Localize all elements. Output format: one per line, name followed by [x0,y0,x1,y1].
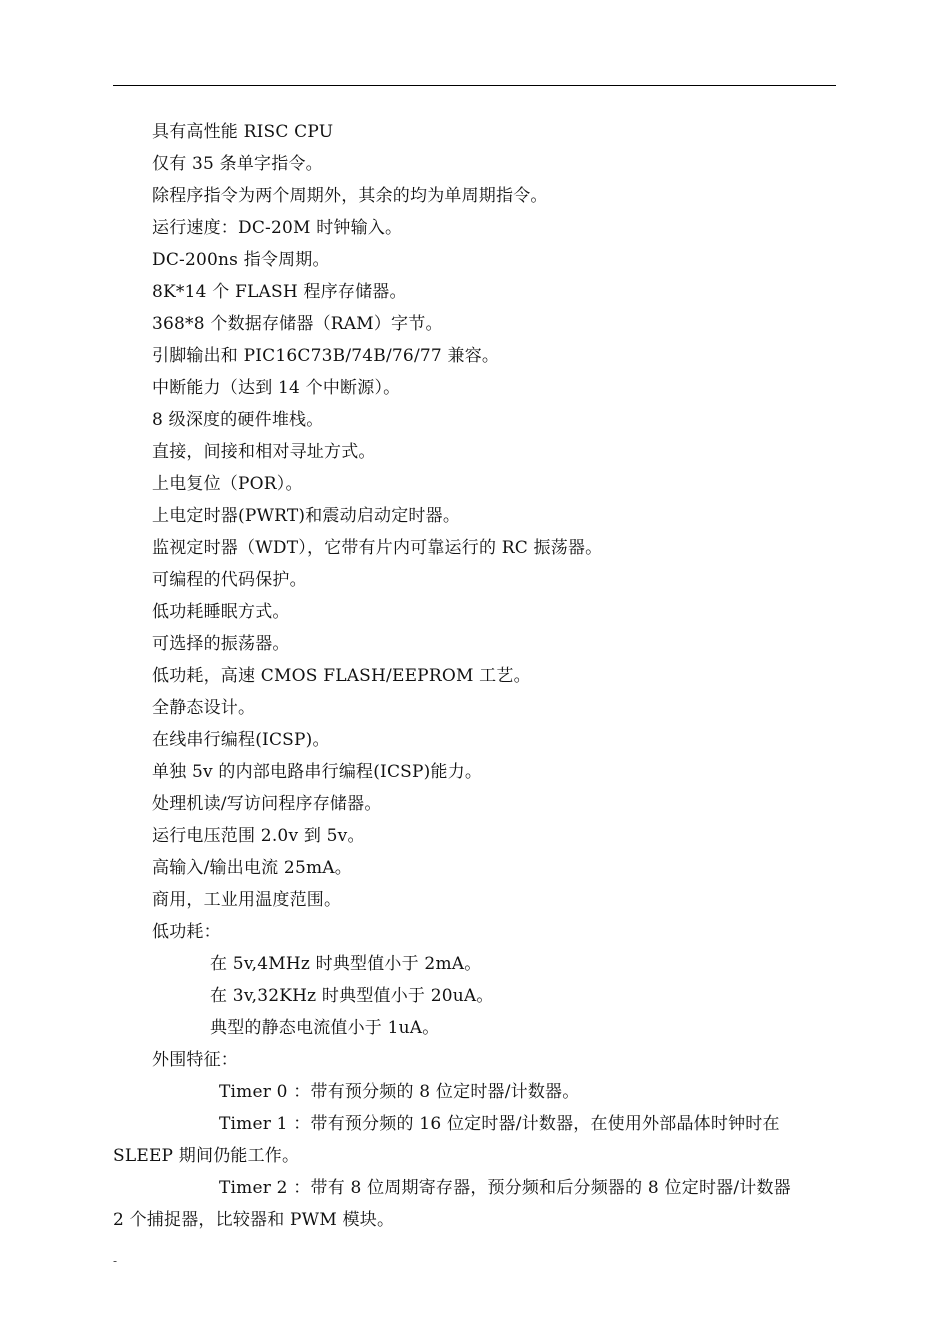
text-line: 运行电压范围 2.0v 到 5v。 [152,826,365,846]
text-line: 中断能力（达到 14 个中断源）。 [152,378,401,398]
text-line: 商用，工业用温度范围。 [152,890,342,910]
text-line: 具有高性能 RISC CPU [152,122,334,142]
timer-line: Timer 2 ：带有 8 位周期寄存器，预分频和后分频器的 8 位定时器/计数器 [219,1178,791,1198]
text-line: 8 级深度的硬件堆栈。 [152,410,324,430]
timer-line: Timer 1 ：带有预分频的 16 位定时器/计数器，在使用外部晶体时钟时在 [219,1114,780,1134]
text-line: 高输入/输出电流 25mA。 [152,858,352,878]
text-line: 直接，间接和相对寻址方式。 [152,442,376,462]
text-line: 可选择的振荡器。 [152,634,290,654]
text-line: 上电定时器(PWRT)和震动启动定时器。 [152,506,461,526]
text-line: 除程序指令为两个周期外，其余的均为单周期指令。 [152,186,548,206]
timer-line: Timer 0 ：带有预分频的 8 位定时器/计数器。 [219,1082,580,1102]
document-body [113,116,836,1236]
text-line: 运行速度：DC-20M 时钟输入。 [152,218,403,238]
text-line: 8K*14 个 FLASH 程序存储器。 [152,282,407,302]
text-line: 引脚输出和 PIC16C73B/74B/76/77 兼容。 [152,346,500,366]
text-line: 可编程的代码保护。 [152,570,307,590]
text-line-sub: 在 5v,4MHz 时典型值小于 2mA。 [210,954,482,974]
text-line: 低功耗睡眠方式。 [152,602,290,622]
text-line: 低功耗，高速 CMOS FLASH/EEPROM 工艺。 [152,666,531,686]
text-line: 处理机读/写访问程序存储器。 [152,794,382,814]
text-line: 在线串行编程(ICSP)。 [152,730,330,750]
timer-line-continuation: SLEEP 期间仍能工作。 [113,1146,300,1166]
text-line: 上电复位（POR）。 [152,474,303,494]
text-line: 监视定时器（WDT），它带有片内可靠运行的 RC 振荡器。 [152,538,603,558]
footer-mark: - [113,1254,118,1268]
text-line: 外围特征： [152,1050,238,1070]
timer-line-continuation: 2 个捕捉器，比较器和 PWM 模块。 [113,1210,395,1230]
text-line-sub: 在 3v,32KHz 时典型值小于 20uA。 [210,986,494,1006]
text-line: DC-200ns 指令周期。 [152,250,330,270]
text-line: 368*8 个数据存储器（RAM）字节。 [152,314,443,334]
text-line: 低功耗： [152,922,221,942]
text-line: 仅有 35 条单字指令。 [152,154,323,174]
text-line: 单独 5v 的内部电路串行编程(ICSP)能力。 [152,762,483,782]
text-line-sub: 典型的静态电流值小于 1uA。 [210,1018,440,1038]
header-rule [113,85,836,86]
text-line: 全静态设计。 [152,698,256,718]
